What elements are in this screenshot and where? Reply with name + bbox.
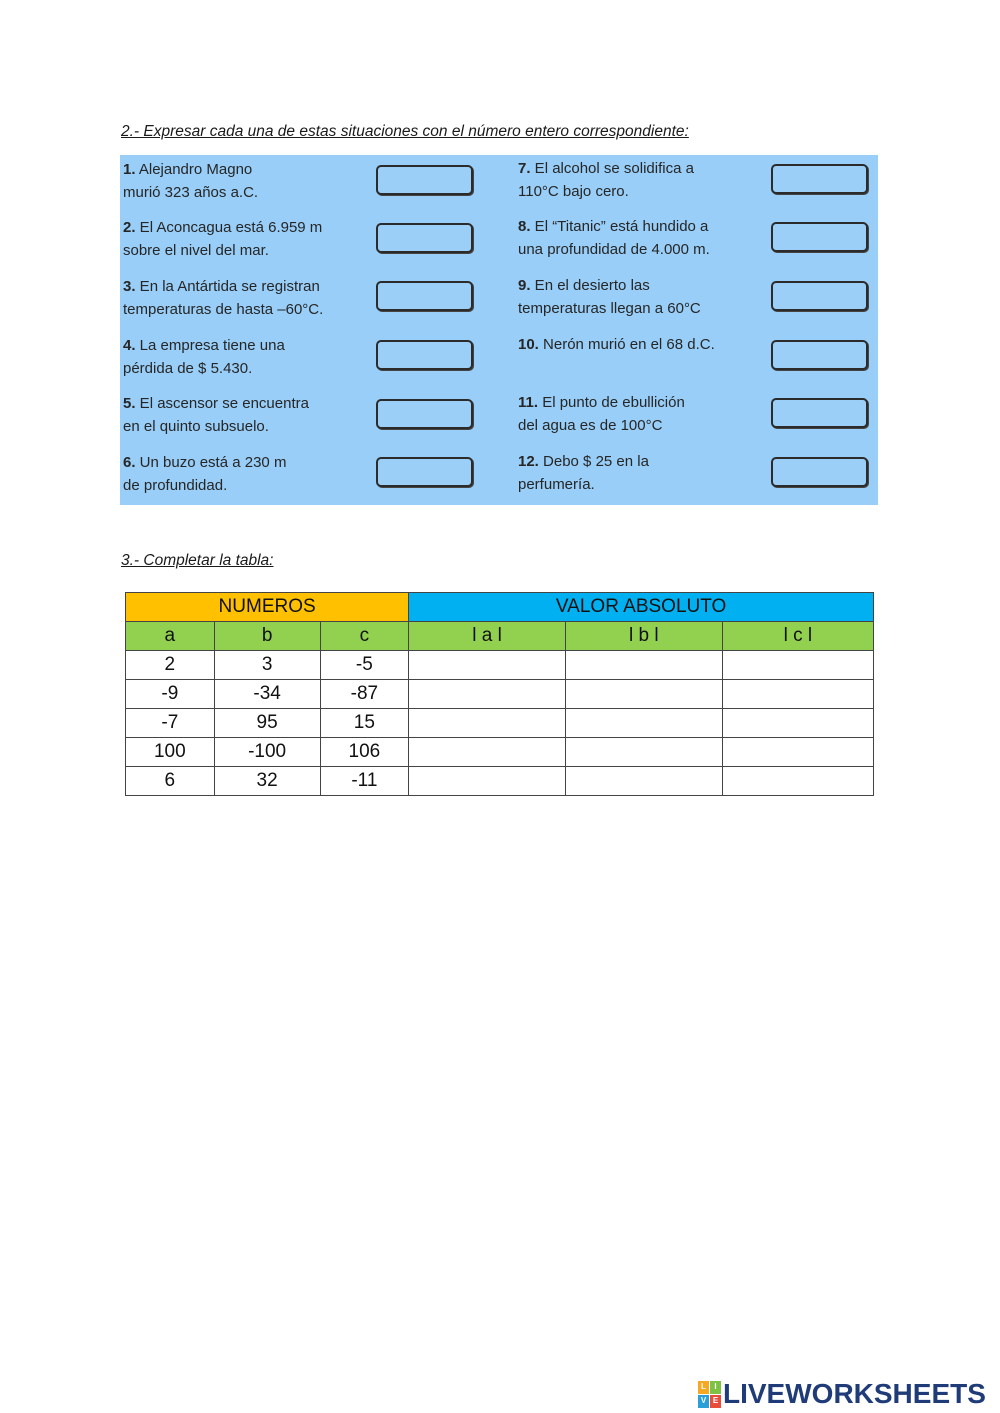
col-header-abs-c: l c l (722, 622, 873, 651)
cell-c: -5 (320, 651, 409, 680)
cell-a: 2 (126, 651, 215, 680)
situation-4: 4. La empresa tiene una pérdida de $ 5.430. (123, 337, 285, 377)
abs-b-input[interactable] (565, 738, 722, 767)
abs-c-input[interactable] (722, 651, 873, 680)
answer-input-11[interactable] (771, 398, 868, 428)
abs-c-input[interactable] (722, 709, 873, 738)
abs-c-input[interactable] (722, 738, 873, 767)
liveworksheets-brand (698, 1378, 986, 1410)
cell-b: -100 (214, 738, 320, 767)
abs-b-input[interactable] (565, 680, 722, 709)
cell-a: 6 (126, 767, 215, 796)
liveworksheets-logo-icon (698, 1381, 720, 1407)
abs-a-input[interactable] (409, 680, 566, 709)
answer-input-7[interactable] (771, 164, 868, 194)
abs-a-input[interactable] (409, 651, 566, 680)
answer-input-12[interactable] (771, 457, 868, 487)
answer-input-9[interactable] (771, 281, 868, 311)
cell-b: -34 (214, 680, 320, 709)
cell-a: -9 (126, 680, 215, 709)
logo-letter: E (710, 1395, 721, 1408)
situation-2: 2. El Aconcagua está 6.959 m sobre el nivel del mar. (123, 219, 323, 259)
situation-6: 6. Un buzo está a 230 m de profundidad. (123, 454, 287, 494)
col-header-a: a (126, 622, 215, 651)
answer-input-5[interactable] (376, 399, 473, 429)
situation-10: 10. Nerón murió en el 68 d.C. (518, 336, 715, 353)
cell-b: 3 (214, 651, 320, 680)
table-row (126, 709, 874, 738)
cell-a: -7 (126, 709, 215, 738)
abs-b-input[interactable] (565, 709, 722, 738)
situation-12: 12. Debo $ 25 en la perfumería. (518, 453, 649, 493)
abs-a-input[interactable] (409, 738, 566, 767)
valor-absoluto-header: VALOR ABSOLUTO (409, 593, 874, 622)
col-header-b: b (214, 622, 320, 651)
situation-7: 7. El alcohol se solidifica a 110°C bajo cero. (518, 160, 694, 200)
abs-b-input[interactable] (565, 767, 722, 796)
situation-11: 11. El punto de ebullición del agua es de 100°C (518, 394, 685, 434)
answer-input-4[interactable] (376, 340, 473, 370)
numeros-header: NUMEROS (126, 593, 409, 622)
answer-input-8[interactable] (771, 222, 868, 252)
col-header-c: c (320, 622, 409, 651)
answer-input-3[interactable] (376, 281, 473, 311)
col-header-abs-b: l b l (565, 622, 722, 651)
answer-input-1[interactable] (376, 165, 473, 195)
table-row (126, 738, 874, 767)
answer-input-10[interactable] (771, 340, 868, 370)
table-row (126, 680, 874, 709)
table-row (126, 651, 874, 680)
abs-b-input[interactable] (565, 651, 722, 680)
logo-letter: L (698, 1381, 709, 1394)
situation-9: 9. En el desierto las temperaturas llegan a 60°C (518, 277, 701, 317)
abs-a-input[interactable] (409, 709, 566, 738)
situation-8: 8. El “Titanic” está hundido a una profundidad de 4.000 m. (518, 218, 710, 258)
cell-c: -11 (320, 767, 409, 796)
cell-b: 95 (214, 709, 320, 738)
cell-c: -87 (320, 680, 409, 709)
group-header-row (126, 593, 874, 622)
cell-c: 15 (320, 709, 409, 738)
cell-c: 106 (320, 738, 409, 767)
abs-c-input[interactable] (722, 767, 873, 796)
situation-3: 3. En la Antártida se registran temperaturas de hasta –60°C. (123, 278, 324, 318)
table-row (126, 767, 874, 796)
col-header-abs-a: l a l (409, 622, 566, 651)
abs-a-input[interactable] (409, 767, 566, 796)
abs-c-input[interactable] (722, 680, 873, 709)
logo-letter: I (710, 1381, 721, 1394)
brand-name: LIVEWORKSHEETS (723, 1378, 986, 1409)
column-header-row (126, 622, 874, 651)
answer-input-2[interactable] (376, 223, 473, 253)
absolute-value-table (125, 592, 874, 796)
situations-panel (120, 155, 878, 505)
answer-input-6[interactable] (376, 457, 473, 487)
cell-a: 100 (126, 738, 215, 767)
section2-heading: 2.- Expresar cada una de estas situaciones con el número entero correspondiente: (121, 123, 689, 140)
cell-b: 32 (214, 767, 320, 796)
logo-letter: V (698, 1395, 709, 1408)
section3-heading: 3.- Completar la tabla: (121, 552, 274, 569)
situation-5: 5. El ascensor se encuentra en el quinto subsuelo. (123, 395, 309, 435)
situation-1: 1. Alejandro Magno murió 323 años a.C. (123, 161, 259, 201)
